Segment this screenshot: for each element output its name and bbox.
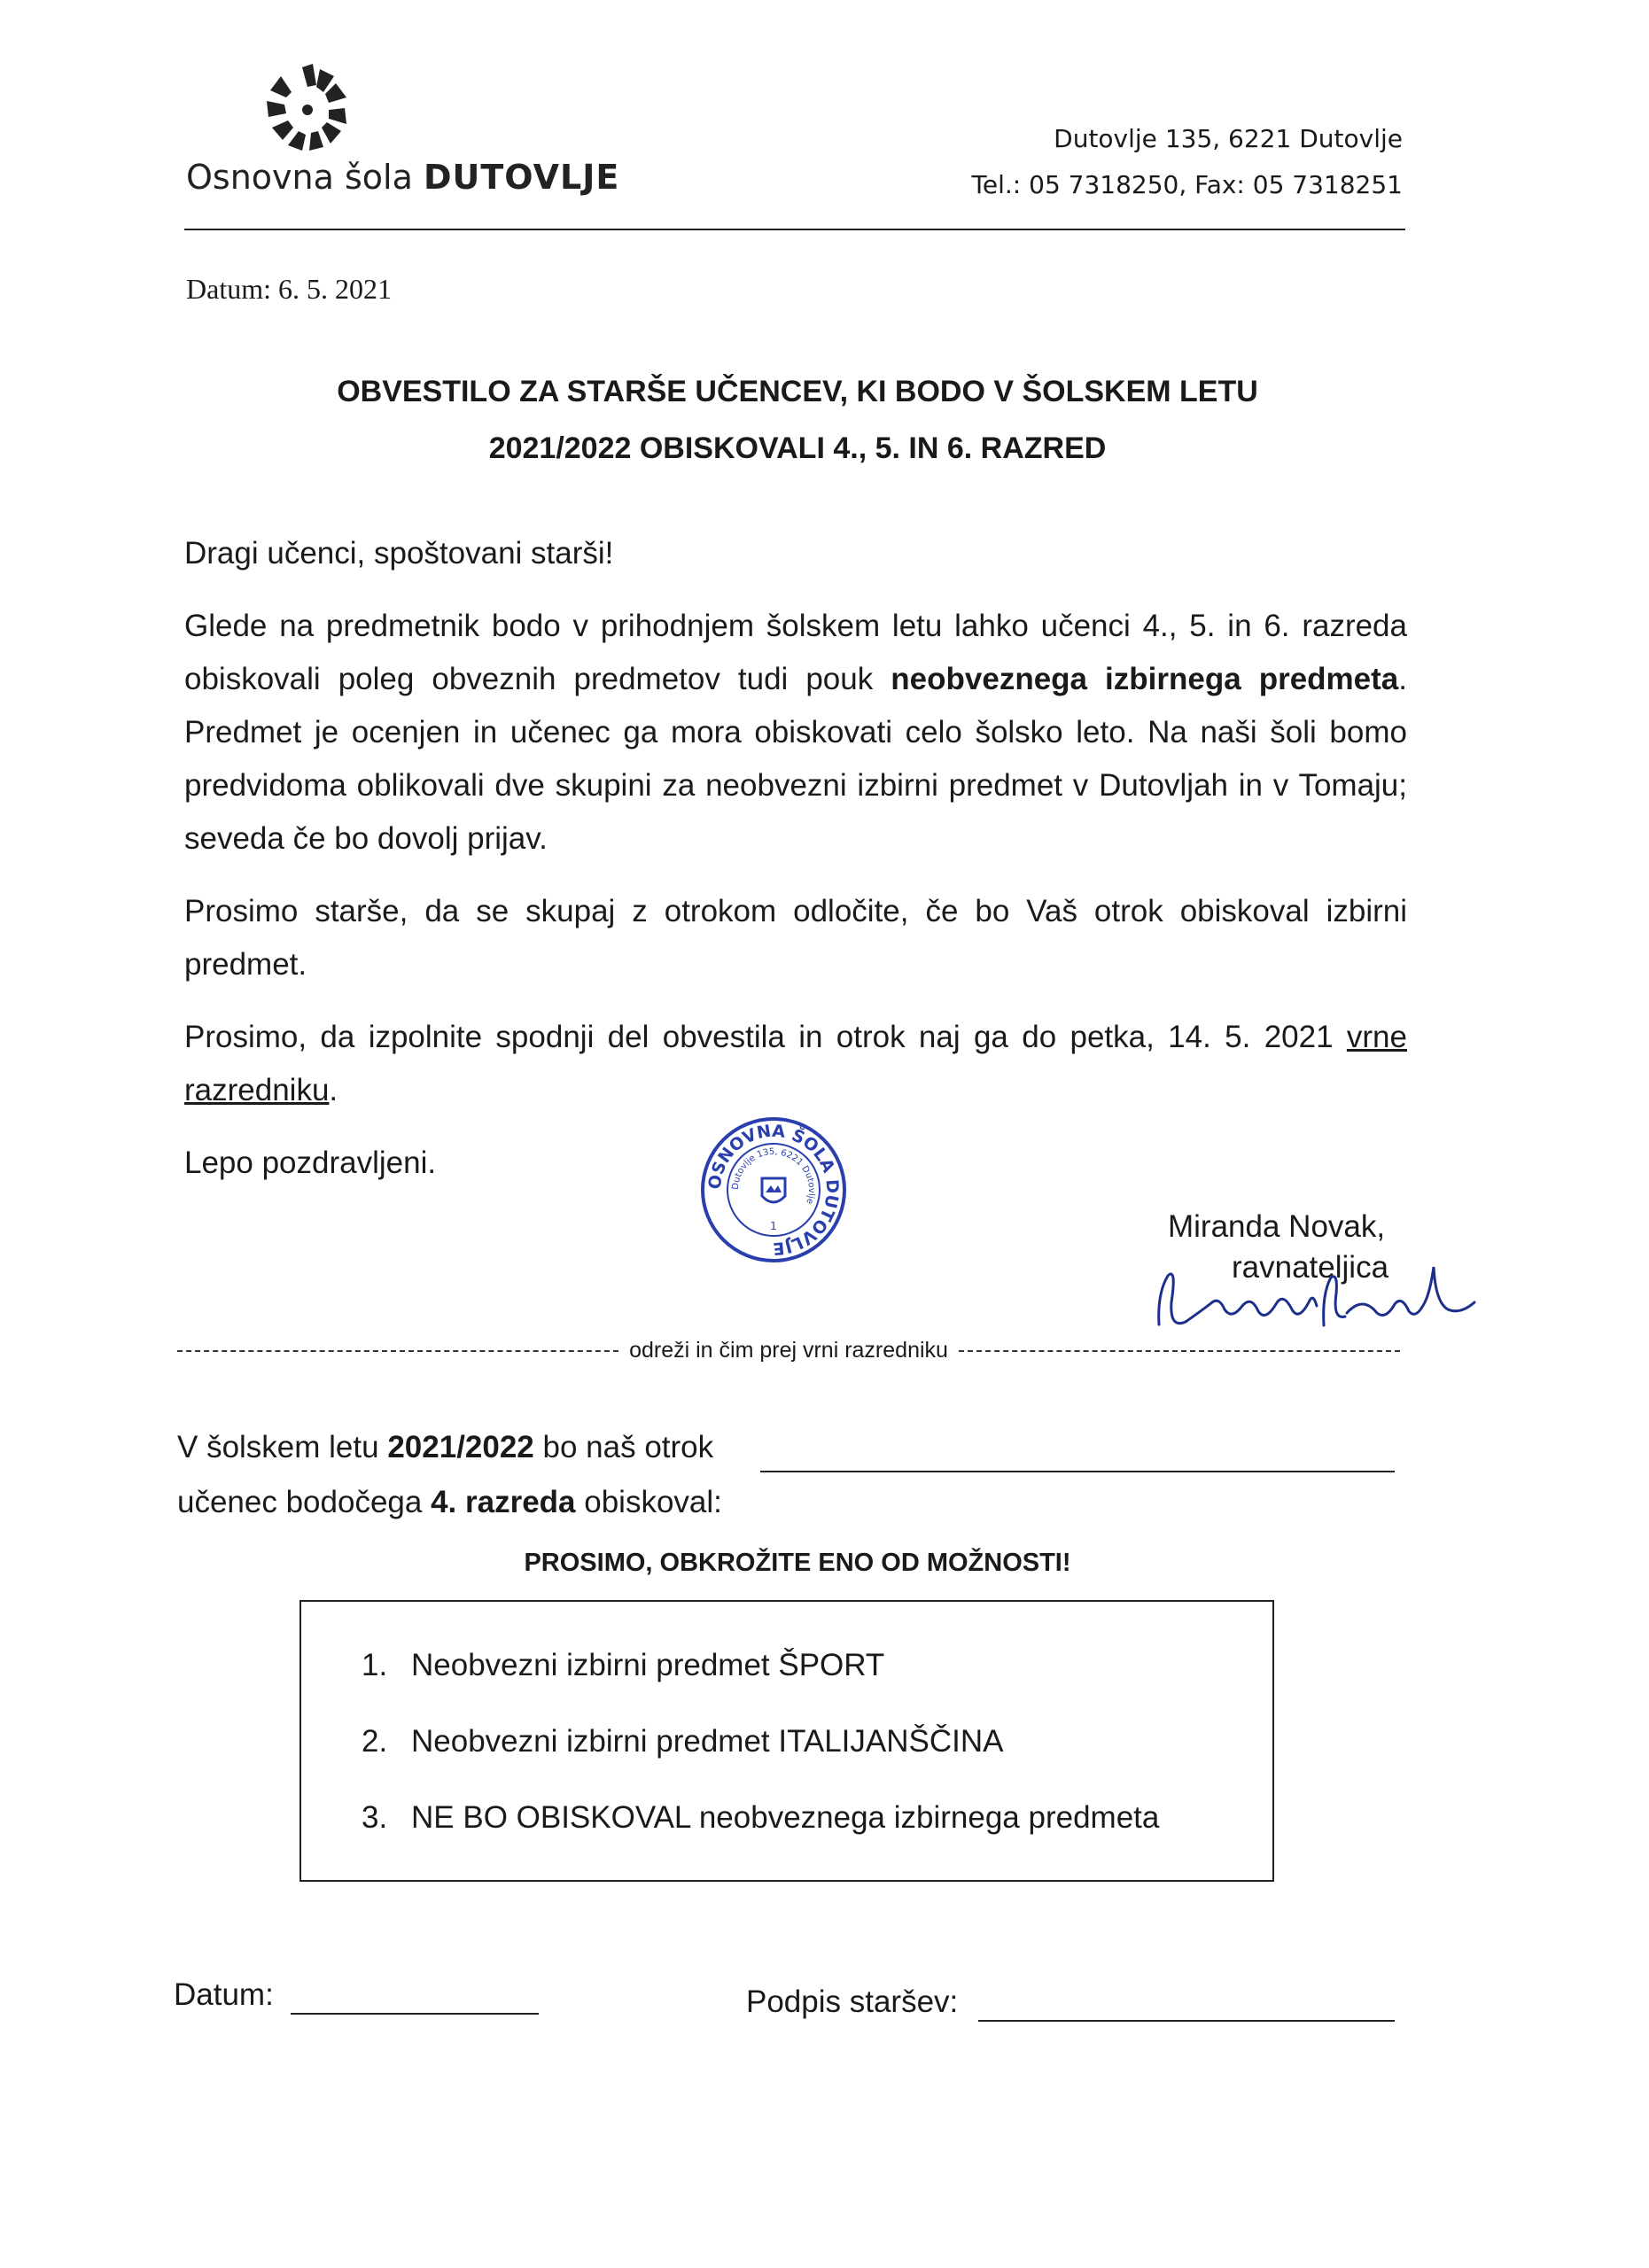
option-3[interactable]: 3. NE BO OBISKOVAL neobveznega izbirnega predmeta (362, 1800, 1160, 1835)
greeting: Dragi učenci, spoštovani starši! (184, 536, 614, 571)
title-line-2: 2021/2022 OBISKOVALI 4., 5. IN 6. RAZRED (488, 431, 1107, 465)
form-instruction: PROSIMO, OBKROŽITE ENO OD MOŽNOSTI! (524, 1549, 1071, 1577)
cut-line-label: odreži in čim prej vrni razredniku (629, 1338, 948, 1363)
option-1[interactable]: 1. Neobvezni izbirni predmet ŠPORT (362, 1648, 885, 1682)
signer-role: ravnateljica (1232, 1250, 1389, 1285)
svg-text:1: 1 (770, 1220, 777, 1232)
cut-line (177, 1338, 1400, 1363)
school-address: Dutovlje 135, 6221 Dutovlje (1054, 124, 1403, 153)
signer-name: Miranda Novak, (1168, 1209, 1386, 1244)
paragraph-1: Glede na predmetnik bodo v prihodnjem šolskem letu lahko učenci 4., 5. in 6. razreda obiskovali poleg obveznih predmetov tudi pouk neobveznega izbirnega predmeta. Predmet je ocenjen in učenec ga mora obiskovati celo šolsko leto. Na naši šoli bomo predvidoma oblikovali dve skupini za neobvezni izbirni predmet v Dutovljah in v Tomaju; seveda če bo dovolj prijav. (184, 609, 1407, 856)
form-grade-line: učenec bodočega 4. razreda obiskoval: (177, 1485, 722, 1519)
closing: Lepo pozdravljeni. (184, 1146, 437, 1180)
form-school-year-line: V šolskem letu 2021/2022 bo naš otrok (177, 1430, 714, 1464)
document-title (177, 363, 1418, 477)
handwritten-signature (1150, 1240, 1487, 1347)
child-name-blank[interactable] (760, 1471, 1395, 1472)
svg-text:Dutovlje 135, 6221 Dutovlje: Dutovlje 135, 6221 Dutovlje (730, 1146, 817, 1206)
school-stamp (698, 1115, 849, 1265)
title-line-1: OBVESTILO ZA STARŠE UČENCEV, KI BODO V ŠOLSKEM LETU (337, 375, 1258, 408)
datum-label: Datum: (174, 1977, 274, 2012)
document-date: Datum: 6. 5. 2021 (186, 273, 392, 305)
letter-body (184, 527, 1407, 1209)
paragraph-2: Prosimo starše, da se skupaj z otrokom odločite, če bo Vaš otrok obiskoval izbirni predmet. (184, 894, 1407, 982)
header-divider (184, 229, 1405, 230)
parent-signature-label: Podpis staršev: (746, 1984, 959, 2019)
school-logo (250, 55, 365, 161)
svg-text:OSNOVNA ŠOLA DUTOVLJE: OSNOVNA ŠOLA DUTOVLJE (704, 1121, 843, 1259)
cut-dash-left (177, 1350, 618, 1352)
paragraph-3: Prosimo, da izpolnite spodnji del obvestila in otrok naj ga do petka, 14. 5. 2021 vrne razredniku. (184, 1020, 1407, 1107)
school-contact: Tel.: 05 7318250, Fax: 05 7318251 (971, 170, 1403, 199)
option-2[interactable]: 2. Neobvezni izbirni predmet ITALIJANŠČINA (362, 1724, 1004, 1759)
school-name: Osnovna šola DUTOVLJE (186, 158, 620, 197)
cut-dash-right (959, 1350, 1400, 1352)
datum-blank[interactable] (291, 2013, 539, 2015)
parent-signature-blank[interactable] (978, 2020, 1395, 2022)
